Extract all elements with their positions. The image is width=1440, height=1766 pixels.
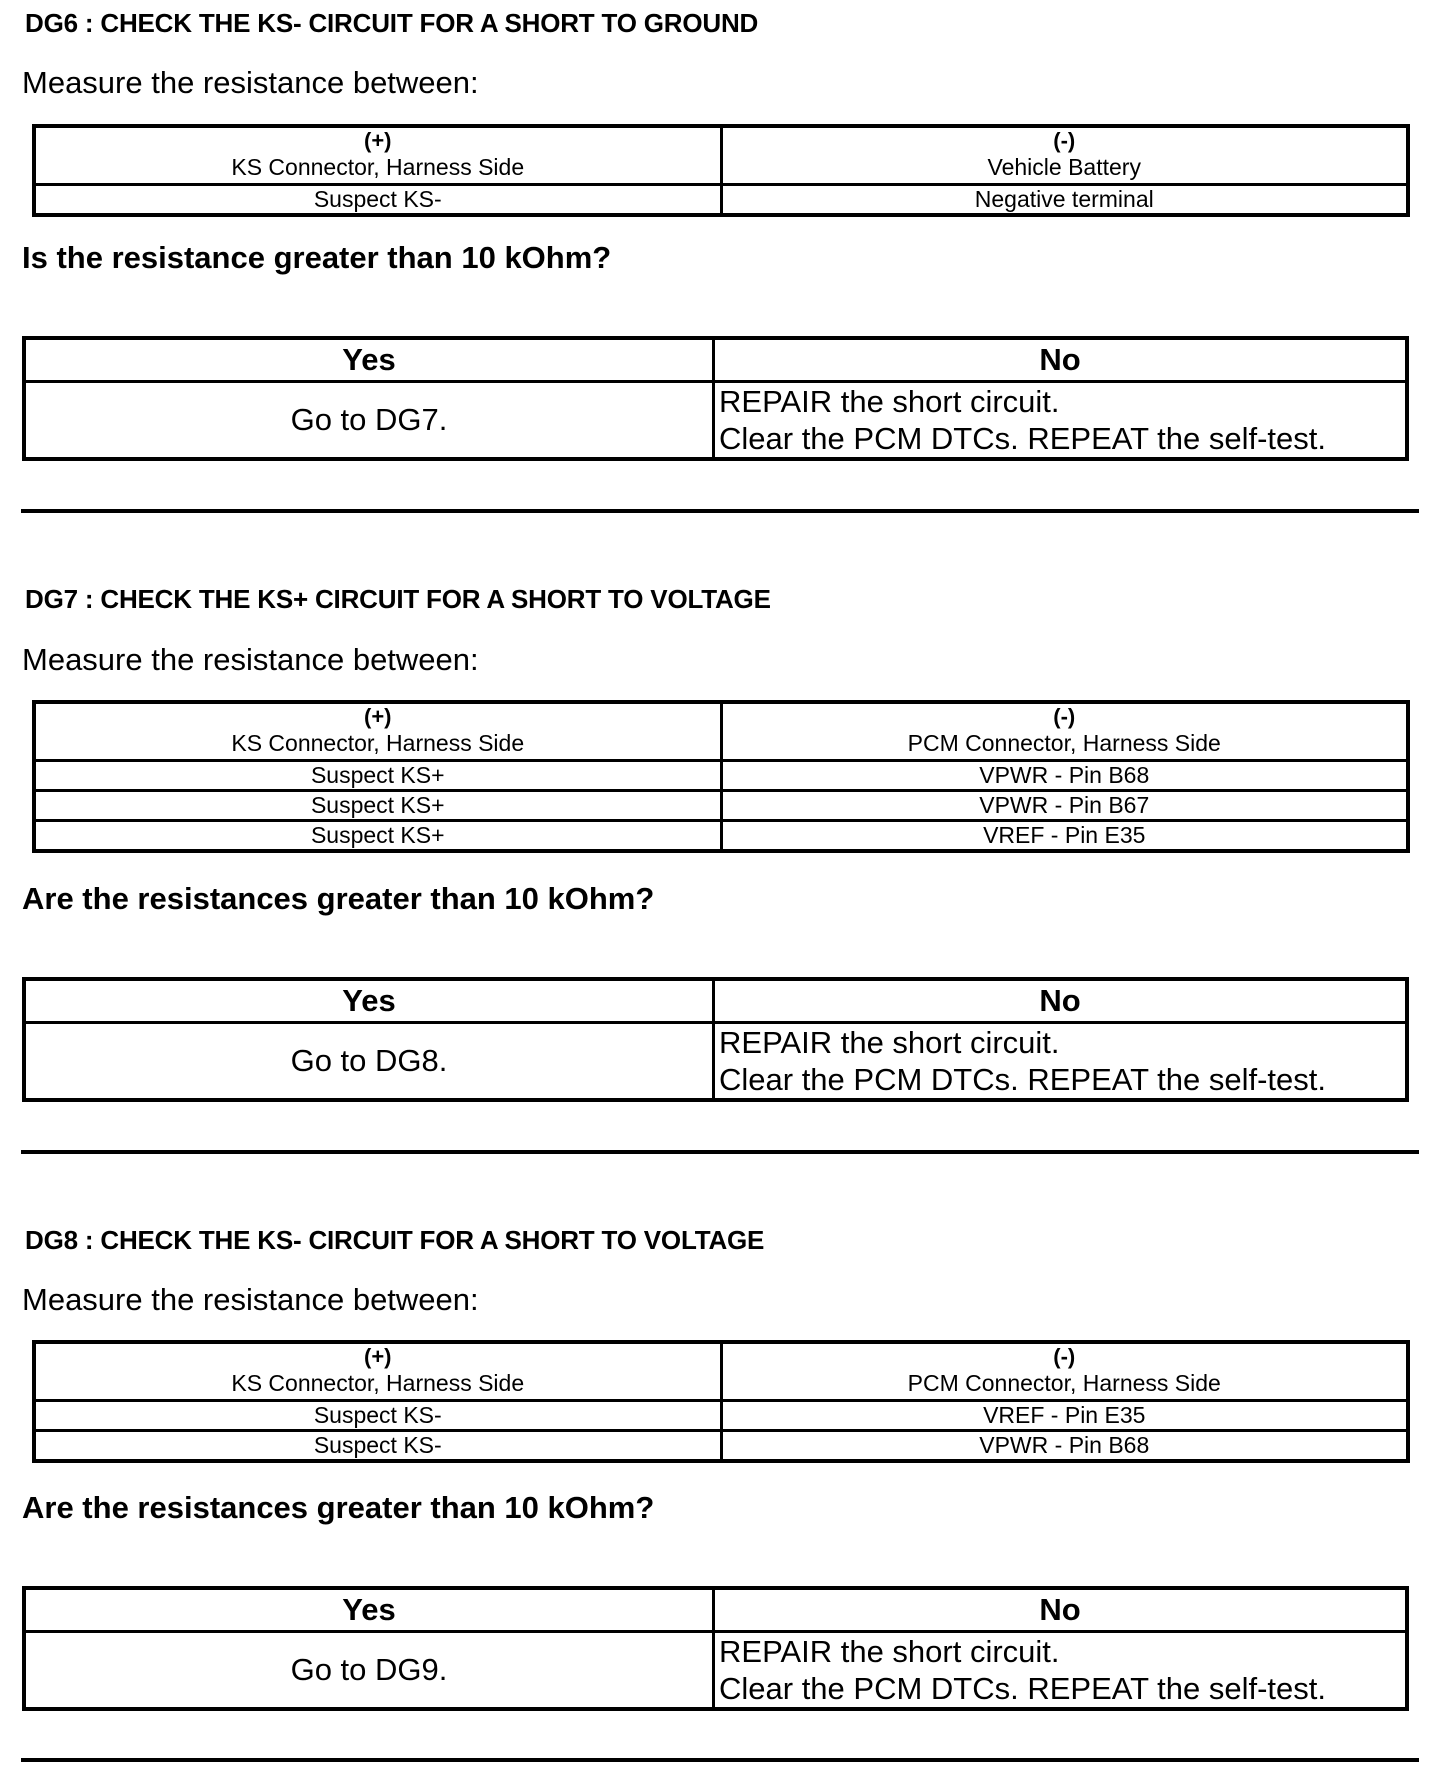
- no-action-line-1: REPAIR the short circuit.: [719, 1634, 1060, 1669]
- question-dg8: Are the resistances greater than 10 kOhm?: [22, 1490, 655, 1525]
- plus-cell: Suspect KS+: [34, 761, 721, 791]
- plus-symbol: (+): [364, 1344, 392, 1369]
- plus-header-cell: [34, 126, 721, 185]
- step-title-dg8: DG8 : CHECK THE KS- CIRCUIT FOR A SHORT TO VOLTAGE: [25, 1225, 765, 1255]
- question-dg7: Are the resistances greater than 10 kOhm?: [22, 881, 655, 916]
- step-title-dg6: DG6 : CHECK THE KS- CIRCUIT FOR A SHORT TO GROUND: [25, 8, 759, 38]
- no-action: [714, 1023, 1408, 1101]
- no-header: No: [714, 338, 1408, 382]
- measure-table-header: [34, 1342, 1408, 1401]
- minus-symbol: (-): [1053, 704, 1076, 729]
- minus-cell: VREF - Pin E35: [721, 1401, 1408, 1431]
- section-divider: [21, 509, 1419, 513]
- no-action-line-2: Clear the PCM DTCs. REPEAT the self-test.: [719, 1671, 1326, 1706]
- minus-header-cell: [721, 126, 1408, 185]
- no-action: [714, 382, 1408, 460]
- answer-table-dg6: [22, 336, 1409, 461]
- no-action: [714, 1632, 1408, 1710]
- plus-header-cell: [34, 1342, 721, 1401]
- plus-header: KS Connector, Harness Side: [231, 1370, 525, 1396]
- yes-header: Yes: [24, 338, 714, 382]
- plus-header: KS Connector, Harness Side: [231, 730, 525, 756]
- step-title-dg7: DG7 : CHECK THE KS+ CIRCUIT FOR A SHORT TO VOLTAGE: [25, 584, 771, 614]
- plus-cell: Suspect KS+: [34, 821, 721, 852]
- no-action-line-2: Clear the PCM DTCs. REPEAT the self-test.: [719, 421, 1326, 456]
- minus-header: PCM Connector, Harness Side: [907, 730, 1221, 756]
- answer-table-dg7: [22, 977, 1409, 1102]
- plus-symbol: (+): [364, 704, 392, 729]
- no-action-line-1: REPAIR the short circuit.: [719, 384, 1060, 419]
- yes-action: Go to DG9.: [24, 1632, 714, 1710]
- measure-table-header: [34, 702, 1408, 761]
- minus-cell: VPWR - Pin B68: [721, 761, 1408, 791]
- no-action-line-1: REPAIR the short circuit.: [719, 1025, 1060, 1060]
- minus-cell: VREF - Pin E35: [721, 821, 1408, 852]
- no-header: No: [714, 1588, 1408, 1632]
- table-row: [34, 1401, 1408, 1431]
- minus-cell: Negative terminal: [721, 185, 1408, 216]
- minus-header: PCM Connector, Harness Side: [907, 1370, 1221, 1396]
- yes-action: Go to DG7.: [24, 382, 714, 460]
- measure-instruction: Measure the resistance between:: [22, 1282, 479, 1317]
- no-action-line-2: Clear the PCM DTCs. REPEAT the self-test.: [719, 1062, 1326, 1097]
- plus-header: KS Connector, Harness Side: [231, 154, 525, 180]
- plus-cell: Suspect KS+: [34, 791, 721, 821]
- yes-header: Yes: [24, 979, 714, 1023]
- minus-header-cell: [721, 702, 1408, 761]
- question-dg6: Is the resistance greater than 10 kOhm?: [22, 240, 612, 275]
- table-row: [34, 821, 1408, 852]
- table-row: [34, 185, 1408, 216]
- plus-cell: Suspect KS-: [34, 185, 721, 216]
- minus-cell: VPWR - Pin B68: [721, 1431, 1408, 1462]
- plus-header-cell: [34, 702, 721, 761]
- yes-action: Go to DG8.: [24, 1023, 714, 1101]
- plus-symbol: (+): [364, 128, 392, 153]
- measure-instruction: Measure the resistance between:: [22, 642, 479, 677]
- minus-header: Vehicle Battery: [987, 154, 1141, 180]
- answer-table-dg8: [22, 1586, 1409, 1711]
- yes-header: Yes: [24, 1588, 714, 1632]
- minus-symbol: (-): [1053, 1344, 1076, 1369]
- table-row: [34, 791, 1408, 821]
- section-divider: [21, 1758, 1419, 1762]
- no-header: No: [714, 979, 1408, 1023]
- table-row: [34, 761, 1408, 791]
- minus-header-cell: [721, 1342, 1408, 1401]
- plus-cell: Suspect KS-: [34, 1401, 721, 1431]
- table-row: [34, 1431, 1408, 1462]
- measure-table-dg8: [32, 1340, 1410, 1463]
- measure-table-dg6: [32, 124, 1410, 217]
- minus-symbol: (-): [1053, 128, 1076, 153]
- measure-instruction: Measure the resistance between:: [22, 65, 479, 100]
- plus-cell: Suspect KS-: [34, 1431, 721, 1462]
- section-divider: [21, 1150, 1419, 1154]
- minus-cell: VPWR - Pin B67: [721, 791, 1408, 821]
- measure-table-dg7: [32, 700, 1410, 853]
- measure-table-header: [34, 126, 1408, 185]
